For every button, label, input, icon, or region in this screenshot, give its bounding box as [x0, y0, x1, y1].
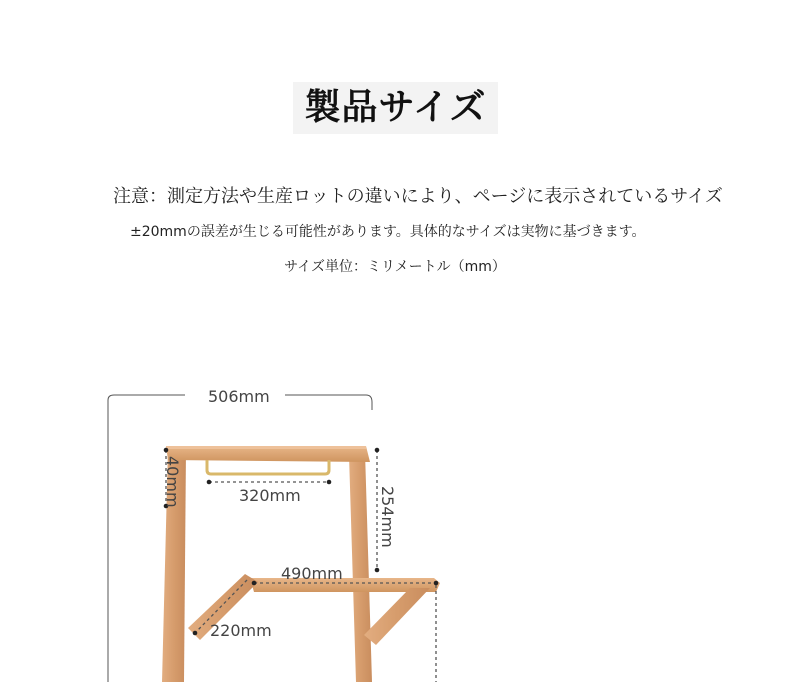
page-title: 製品サイズ: [304, 87, 487, 128]
dim-label-hanger-bar: 320mm: [239, 486, 301, 505]
hanger-bar: [207, 460, 329, 474]
note-line-1: 注意：測定方法や生産ロットの違いにより、ページに表示されているサイズ: [113, 186, 723, 207]
right-brace: [364, 588, 430, 645]
note-line-2: ±20mmの誤差が生じる可能性があります。具体的なサイズは実物に基づきます。: [130, 224, 646, 240]
right-leg: [349, 452, 372, 682]
dim-label-brace: 220mm: [210, 621, 272, 640]
dim-label-top-rail: 40mm: [163, 456, 182, 508]
dim-label-shelf: 490mm: [281, 564, 343, 583]
unit-note: サイズ単位：ミリメートル（mm）: [284, 259, 506, 275]
dim-label-upper-height: 254mm: [378, 486, 397, 548]
dim-label-total-width: 506mm: [208, 387, 270, 406]
